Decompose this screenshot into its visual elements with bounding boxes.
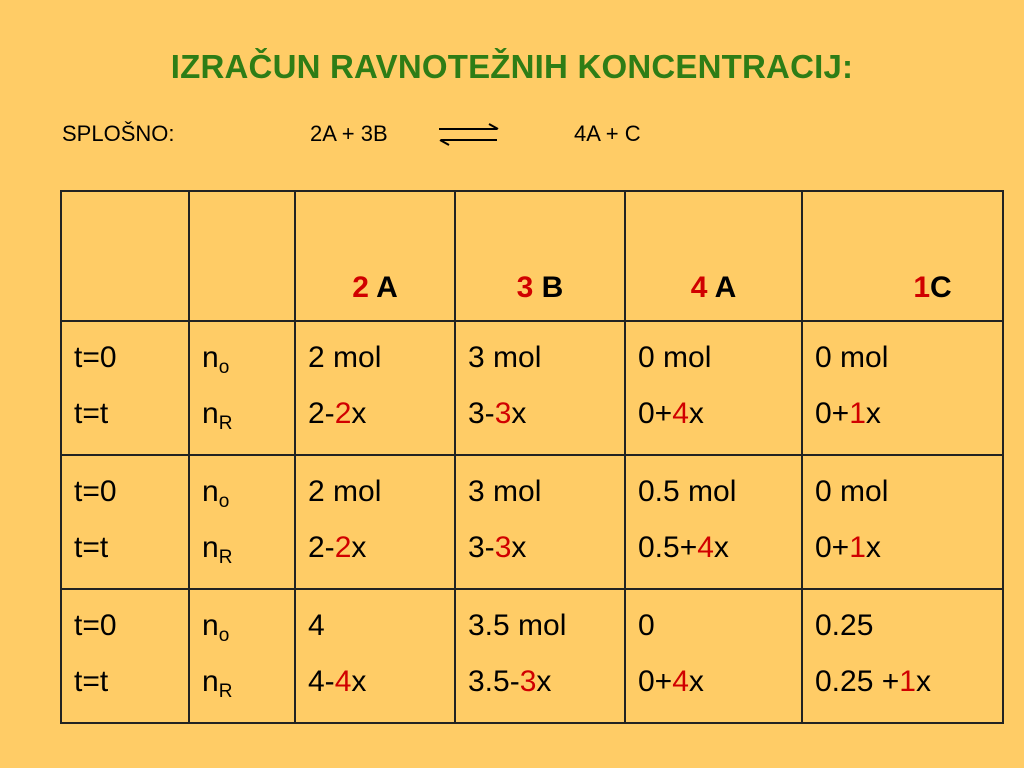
value-cell: 0.25 0.25 +1x xyxy=(802,589,1003,723)
value-cell: 0 0+4x xyxy=(625,589,802,723)
time-cell: t=0 t=t xyxy=(61,589,189,723)
value-cell: 3.5 mol 3.5-3x xyxy=(455,589,625,723)
products-text: 4A + C xyxy=(574,121,641,146)
amount-cell: $n_o$ $n_R$ xyxy=(189,321,295,455)
value-cell: 4 4-4x xyxy=(295,589,455,723)
value-cell: 0 mol 0+1x xyxy=(802,321,1003,455)
value-cell: 2 mol 2-2x xyxy=(295,321,455,455)
table-header-row xyxy=(61,191,1003,321)
page-title: IZRAČUN RAVNOTEŽNIH KONCENTRACIJ: xyxy=(170,48,854,85)
value-cell: 0.5 mol 0.5+4x xyxy=(625,455,802,589)
header-empty-amount xyxy=(189,191,295,321)
general-label: SPLOŠNO: xyxy=(62,121,175,146)
value-cell: 3 mol 3-3x xyxy=(455,321,625,455)
reactants-text: 2A + 3B xyxy=(310,121,388,146)
header-empty-time xyxy=(61,191,189,321)
table-row xyxy=(61,589,1003,723)
header-species-cell: 2 A xyxy=(295,191,455,321)
value-cell: 0 mol 0+1x xyxy=(802,455,1003,589)
header-species-cell: 3 B xyxy=(455,191,625,321)
time-cell: t=0 t=t xyxy=(61,321,189,455)
header-species-cell: 1C xyxy=(802,191,1003,321)
table-row xyxy=(61,321,1003,455)
value-cell: 0 mol 0+4x xyxy=(625,321,802,455)
value-cell: 3 mol 3-3x xyxy=(455,455,625,589)
amount-cell: $n_o$ $n_R$ xyxy=(189,455,295,589)
concentration-table xyxy=(60,190,1004,724)
equilibrium-arrows-icon xyxy=(437,122,501,148)
header-species-cell: 4 A xyxy=(625,191,802,321)
time-cell: t=0 t=t xyxy=(61,455,189,589)
value-cell: 2 mol 2-2x xyxy=(295,455,455,589)
table-row xyxy=(61,455,1003,589)
amount-cell: $n_o$ $n_R$ xyxy=(189,589,295,723)
